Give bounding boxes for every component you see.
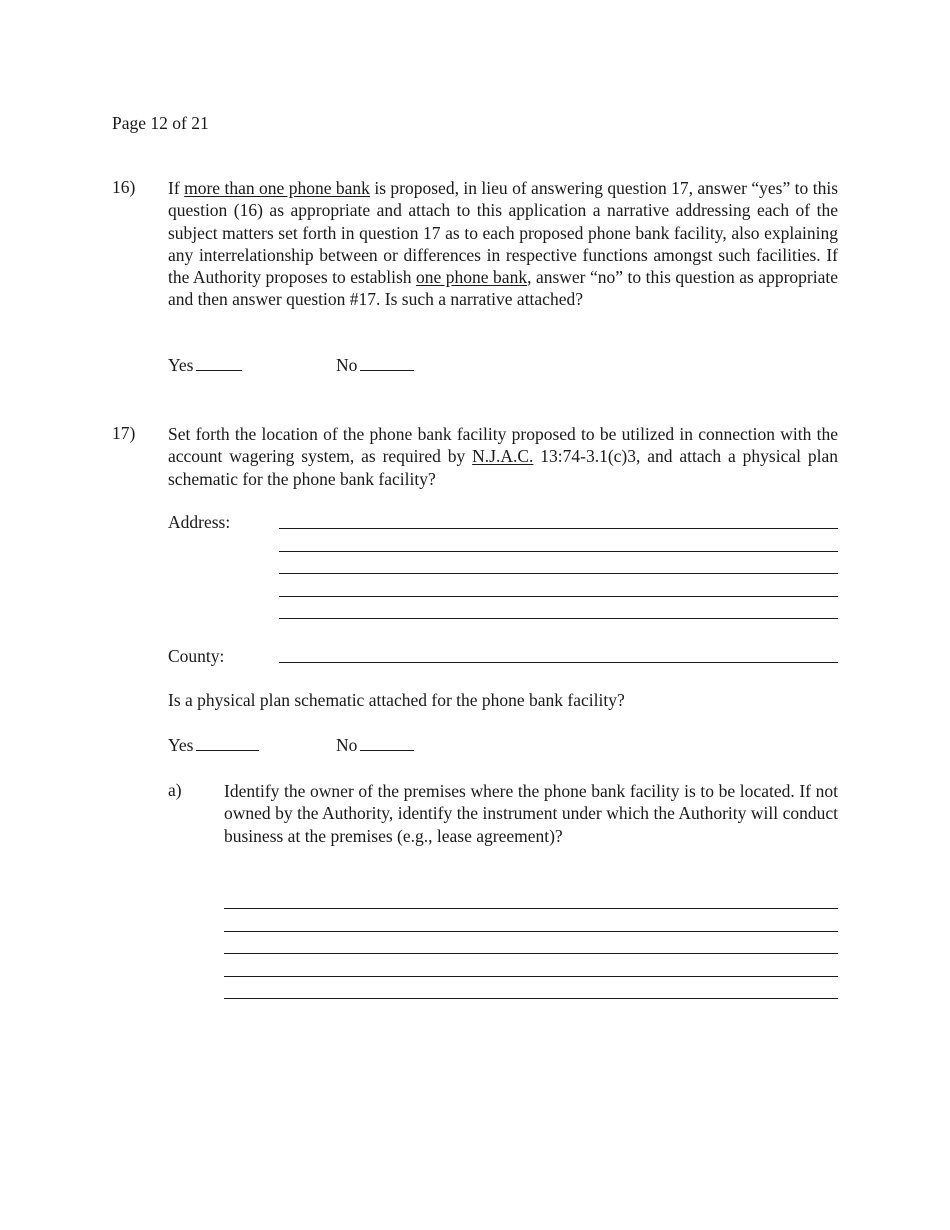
- sub-question-a-text: Identify the owner of the premises where the phone bank facility is to be located. If not owned by the Authority, identify the instrument under which the Authority will conduct business at the premises (e.g., lease agreement)?: [224, 781, 838, 846]
- q16-no-label: No: [336, 355, 358, 375]
- county-label: County:: [168, 646, 225, 666]
- question-17-text: [168, 423, 838, 490]
- owner-answer-line[interactable]: [224, 931, 838, 932]
- page-number: Page 12 of 21: [112, 113, 209, 133]
- q16-yes-label: Yes: [168, 355, 194, 375]
- q16-yes-blank[interactable]: [196, 356, 242, 371]
- address-line[interactable]: [279, 573, 838, 574]
- owner-answer-line[interactable]: [224, 953, 838, 954]
- question-17-number: 17): [112, 423, 136, 443]
- q17-yes-blank[interactable]: [196, 736, 259, 751]
- q16-no-field[interactable]: [336, 355, 414, 376]
- q17-no-field[interactable]: [336, 735, 414, 756]
- q16-no-blank[interactable]: [360, 356, 414, 371]
- q16-yes-field[interactable]: [168, 355, 242, 376]
- q17-no-blank[interactable]: [360, 736, 414, 751]
- q17-no-label: No: [336, 735, 358, 755]
- q17-yes-label: Yes: [168, 735, 194, 755]
- q17-text-a: Set forth the location of the phone bank facility proposed to be utilized in connection with the account wagering system, as required by: [168, 424, 838, 467]
- question-16-number: 16): [112, 177, 136, 197]
- q16-underline-one-phone-bank: one phone bank: [416, 267, 528, 288]
- address-line[interactable]: [279, 551, 838, 552]
- question-16-text: [168, 177, 838, 311]
- sub-question-a-label: a): [168, 780, 182, 800]
- address-line[interactable]: [279, 528, 838, 529]
- q16-text-c: , answer “no” to this question as appropriate and then answer question #17. Is such a narrative attached?: [168, 267, 838, 310]
- q16-text-b: is proposed, in lieu of answering question 17, answer “yes” to this question (16) as appropriate and attach to this application a narrative addressing each of the subject matters set forth in question 17 as to each proposed phone bank facility, also explaining any interrelationship between or differences in respective functions amongst such facilities. If the Authority proposes to establish: [168, 178, 838, 288]
- q16-text-a: If: [168, 178, 185, 198]
- address-line[interactable]: [279, 596, 838, 597]
- owner-answer-line[interactable]: [224, 998, 838, 999]
- schematic-question: Is a physical plan schematic attached for the phone bank facility?: [168, 690, 625, 710]
- address-line[interactable]: [279, 618, 838, 619]
- q17-underline-njac: N.J.A.C.: [472, 446, 534, 467]
- q16-underline-more-than-one: more than one phone bank: [184, 178, 370, 198]
- q17-text-b: 13:74-3.1(c)3, and attach a physical plan schematic for the phone bank facility?: [168, 446, 838, 489]
- owner-answer-line[interactable]: [224, 908, 838, 909]
- owner-answer-line[interactable]: [224, 976, 838, 977]
- county-line[interactable]: [279, 662, 838, 663]
- address-label: Address:: [168, 512, 231, 532]
- q17-yes-field[interactable]: [168, 735, 259, 756]
